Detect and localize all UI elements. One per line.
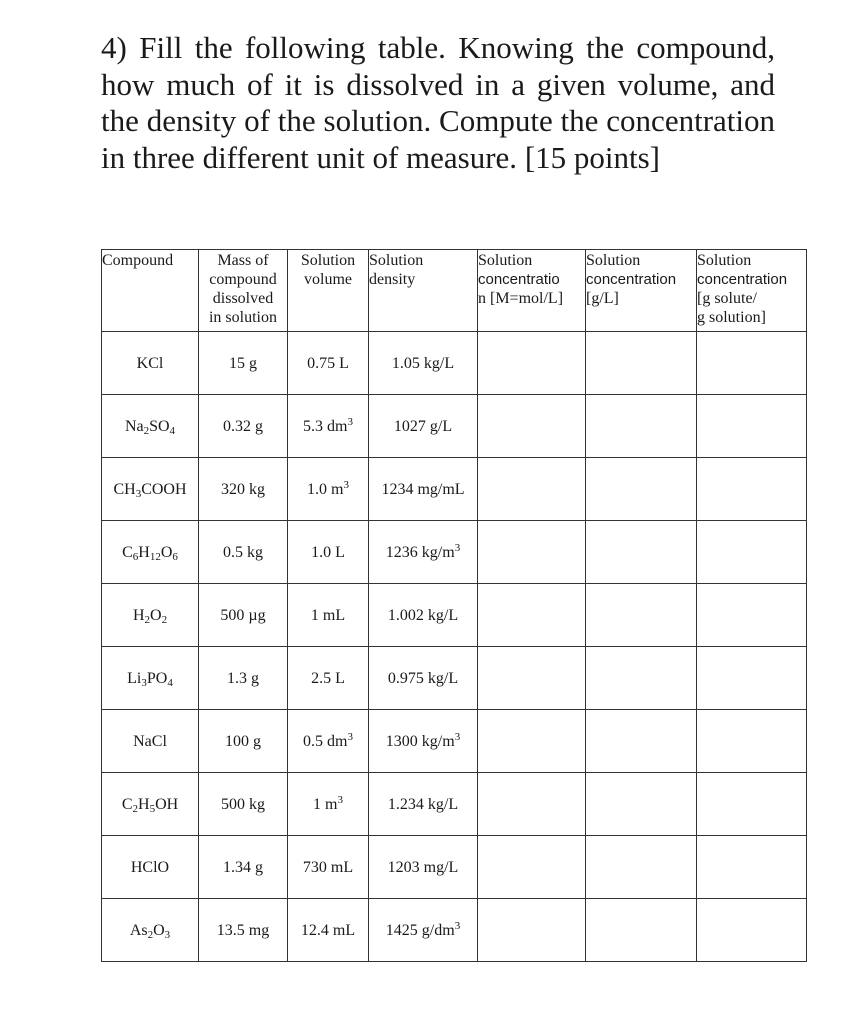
- density-cell-part: 1.002 kg/L: [387, 606, 459, 624]
- gpg-concentration-cell[interactable]: [697, 647, 807, 710]
- density-cell: [369, 899, 478, 962]
- compound-cell-part: HClO: [130, 858, 170, 876]
- compound-cell-part: 2: [161, 613, 168, 626]
- compound-cell-part: 6: [132, 550, 139, 563]
- volume-cell: [288, 773, 369, 836]
- compound-cell-part: SO: [149, 417, 170, 435]
- molar-concentration-cell[interactable]: [478, 836, 586, 899]
- molar-concentration-cell[interactable]: [478, 710, 586, 773]
- gpg-concentration-cell[interactable]: [697, 710, 807, 773]
- density-cell: [369, 710, 478, 773]
- compound-cell: [102, 458, 199, 521]
- gpl-concentration-cell[interactable]: [586, 836, 697, 899]
- header-gpg-concentration: Solution concentration [g solute/ g solution]: [697, 250, 807, 332]
- compound-cell-part: H: [132, 606, 145, 624]
- gpg-concentration-cell[interactable]: [697, 773, 807, 836]
- volume-cell-part: 1 m: [313, 795, 338, 813]
- header-gpl-concentration: Solution concentration [g/L]: [586, 250, 697, 332]
- concentration-table: [101, 249, 807, 962]
- density-cell-part: 1203 mg/L: [387, 858, 459, 876]
- gpg-concentration-cell[interactable]: [697, 395, 807, 458]
- table-row: [102, 395, 807, 458]
- gpl-concentration-cell[interactable]: [586, 521, 697, 584]
- compound-cell-part: COOH: [141, 480, 187, 498]
- volume-cell-part: 2.5 L: [311, 669, 345, 687]
- table-row: [102, 647, 807, 710]
- mass-cell: 1.34 g: [199, 836, 288, 899]
- mass-cell: 13.5 mg: [199, 899, 288, 962]
- question-line: concentration in three different unit of measure.: [101, 103, 775, 175]
- compound-cell-part: 3: [141, 676, 147, 689]
- density-cell-part: 3: [454, 919, 461, 932]
- question-text: [101, 30, 775, 176]
- volume-cell-part: 0.75 L: [307, 354, 349, 372]
- table-row: [102, 458, 807, 521]
- compound-cell-part: As: [129, 921, 148, 939]
- volume-cell: [288, 836, 369, 899]
- volume-cell: [288, 584, 369, 647]
- volume-cell: [288, 521, 369, 584]
- gpl-concentration-cell[interactable]: [586, 458, 697, 521]
- gpg-concentration-cell[interactable]: [697, 521, 807, 584]
- volume-cell-part: 0.5 dm: [303, 732, 348, 750]
- question-line: the density of the solution. Compute the: [101, 103, 599, 138]
- density-cell-part: 1300 kg/m: [385, 732, 455, 750]
- gpg-concentration-cell[interactable]: [697, 899, 807, 962]
- compound-cell-part: 2: [144, 613, 150, 626]
- volume-cell-part: 3: [347, 415, 353, 428]
- density-cell-part: 3: [454, 730, 461, 743]
- question-line: [15 points]: [524, 139, 660, 175]
- question-line: 4) Fill the following table. Knowing the compound,: [101, 30, 775, 65]
- compound-cell-part: C: [122, 543, 133, 561]
- density-cell: [369, 647, 478, 710]
- compound-cell-part: Li: [127, 669, 142, 687]
- table-row: [102, 521, 807, 584]
- compound-cell: [102, 836, 199, 899]
- header-compound: Compound: [102, 250, 199, 332]
- compound-cell-part: O: [160, 543, 173, 561]
- volume-cell-part: 730 mL: [302, 858, 354, 876]
- density-cell: [369, 395, 478, 458]
- volume-cell: [288, 332, 369, 395]
- volume-cell-part: 1.0 L: [311, 543, 345, 561]
- volume-cell: [288, 899, 369, 962]
- gpl-concentration-cell[interactable]: [586, 395, 697, 458]
- molar-concentration-cell[interactable]: [478, 899, 586, 962]
- compound-cell: [102, 647, 199, 710]
- table-row: [102, 710, 807, 773]
- volume-cell-part: 3: [343, 478, 349, 491]
- volume-cell-part: 3: [347, 730, 353, 743]
- header-density: Solution density: [369, 250, 478, 332]
- compound-cell: [102, 899, 199, 962]
- molar-concentration-cell[interactable]: [478, 395, 586, 458]
- mass-cell: 0.5 kg: [199, 521, 288, 584]
- compound-cell-part: O: [153, 921, 165, 939]
- gpg-concentration-cell[interactable]: [697, 836, 807, 899]
- mass-cell: 15 g: [199, 332, 288, 395]
- mass-cell: 100 g: [199, 710, 288, 773]
- volume-cell: [288, 395, 369, 458]
- volume-cell-part: 1 mL: [310, 606, 346, 624]
- question-line: how much of it is dissolved in a given volume, and: [101, 66, 775, 102]
- compound-cell-part: H: [138, 795, 150, 813]
- gpl-concentration-cell[interactable]: [586, 710, 697, 773]
- gpg-concentration-cell[interactable]: [697, 458, 807, 521]
- density-cell: [369, 332, 478, 395]
- compound-cell-part: 2: [132, 802, 138, 815]
- compound-cell-part: 3: [135, 487, 142, 500]
- table-body: [102, 332, 807, 962]
- density-cell-part: 1027 g/L: [393, 417, 453, 435]
- gpl-concentration-cell[interactable]: [586, 647, 697, 710]
- compound-cell-part: CH: [113, 480, 136, 498]
- volume-cell-part: 5.3 dm: [303, 417, 348, 435]
- gpl-concentration-cell[interactable]: [586, 773, 697, 836]
- volume-cell-part: 1.0 m: [307, 480, 344, 498]
- table-row: [102, 836, 807, 899]
- molar-concentration-cell[interactable]: [478, 647, 586, 710]
- molar-concentration-cell[interactable]: [478, 773, 586, 836]
- compound-cell-part: O: [150, 606, 162, 624]
- compound-cell-part: PO: [146, 669, 168, 687]
- compound-cell-part: 2: [147, 928, 154, 941]
- density-cell-part: 0.975 kg/L: [387, 669, 459, 687]
- density-cell: [369, 773, 478, 836]
- mass-cell: 0.32 g: [199, 395, 288, 458]
- density-cell-part: 1.234 kg/L: [387, 795, 459, 813]
- header-volume: Solution volume: [288, 250, 369, 332]
- density-cell: [369, 458, 478, 521]
- compound-cell-part: H: [138, 543, 150, 561]
- gpl-concentration-cell[interactable]: [586, 332, 697, 395]
- compound-cell-part: KCl: [136, 354, 164, 372]
- mass-cell: 320 kg: [199, 458, 288, 521]
- gpg-concentration-cell[interactable]: [697, 332, 807, 395]
- table-row: [102, 899, 807, 962]
- molar-concentration-cell[interactable]: [478, 584, 586, 647]
- mass-cell: 500 kg: [199, 773, 288, 836]
- header-molar-concentration: Solution concentratio n [M=mol/L]: [478, 250, 586, 332]
- compound-cell-part: OH: [155, 795, 179, 813]
- mass-cell: 1.3 g: [199, 647, 288, 710]
- header-row: [102, 250, 807, 332]
- density-cell-part: 1.05 kg/L: [391, 354, 455, 372]
- compound-cell-part: 6: [172, 550, 178, 563]
- compound-cell: [102, 710, 199, 773]
- density-cell-part: 1236 kg/m: [385, 543, 455, 561]
- table-row: [102, 332, 807, 395]
- molar-concentration-cell[interactable]: [478, 521, 586, 584]
- table-row: [102, 773, 807, 836]
- compound-cell: [102, 521, 199, 584]
- gpl-concentration-cell[interactable]: [586, 899, 697, 962]
- volume-cell: [288, 458, 369, 521]
- volume-cell: [288, 710, 369, 773]
- compound-cell: [102, 332, 199, 395]
- header-mass: Mass of compound dissolved in solution: [199, 250, 288, 332]
- volume-cell-part: 3: [337, 793, 343, 806]
- mass-cell: 500 µg: [199, 584, 288, 647]
- density-cell-part: 3: [454, 541, 461, 554]
- volume-cell: [288, 647, 369, 710]
- compound-cell-part: 4: [167, 676, 173, 689]
- table-row: [102, 584, 807, 647]
- compound-cell-part: NaCl: [133, 732, 167, 750]
- molar-concentration-cell[interactable]: [478, 458, 586, 521]
- compound-cell-part: 4: [169, 424, 176, 437]
- compound-cell: [102, 395, 199, 458]
- density-cell-part: 1234 mg/mL: [381, 480, 465, 498]
- compound-cell-part: 12: [149, 550, 161, 563]
- compound-cell-part: 5: [149, 802, 156, 815]
- volume-cell-part: 12.4 mL: [300, 921, 356, 939]
- gpg-concentration-cell[interactable]: [697, 584, 807, 647]
- molar-concentration-cell[interactable]: [478, 332, 586, 395]
- compound-cell: [102, 773, 199, 836]
- compound-cell-part: C: [121, 795, 133, 813]
- density-cell-part: 1425 g/dm: [385, 921, 455, 939]
- compound-cell-part: 2: [143, 424, 150, 437]
- compound-cell-part: Na: [124, 417, 144, 435]
- density-cell: [369, 584, 478, 647]
- compound-cell-part: 3: [164, 928, 171, 941]
- density-cell: [369, 521, 478, 584]
- compound-cell: [102, 584, 199, 647]
- density-cell: [369, 836, 478, 899]
- gpl-concentration-cell[interactable]: [586, 584, 697, 647]
